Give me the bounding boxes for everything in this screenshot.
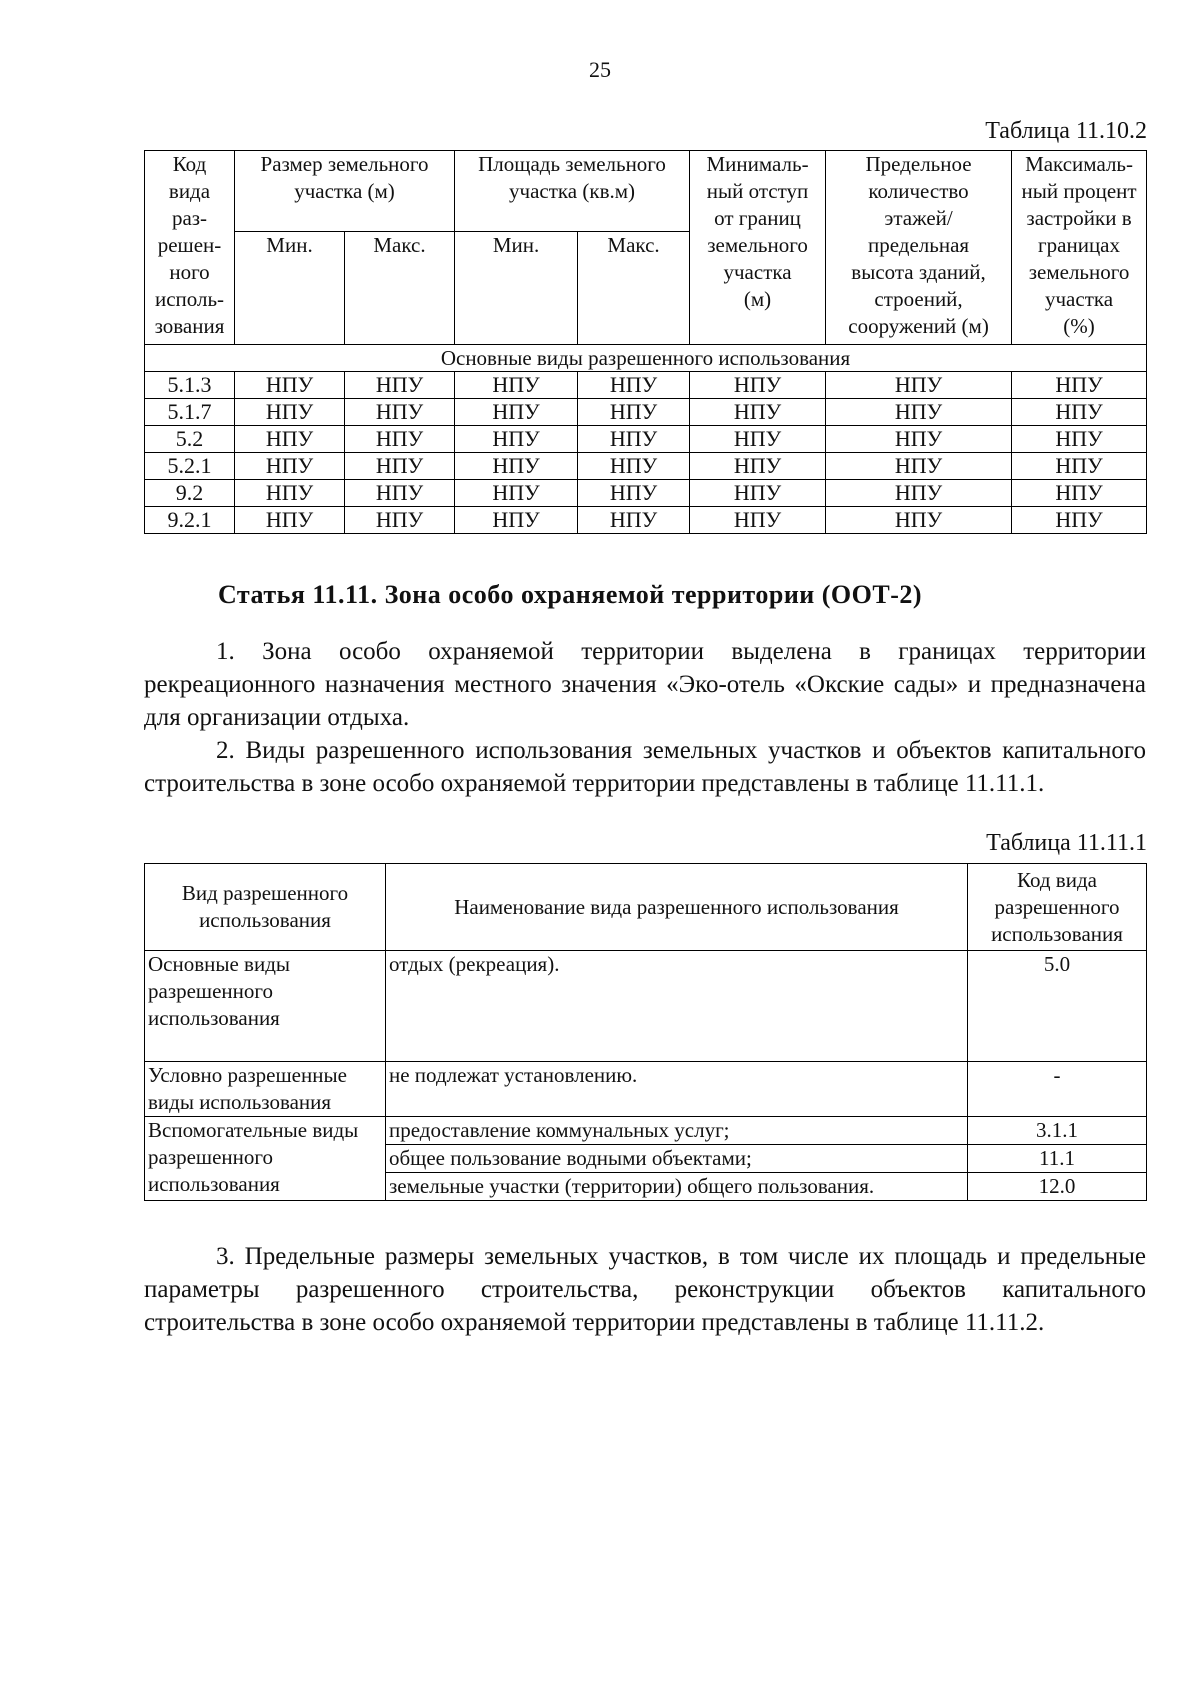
header-use-code: Код вида разрешенного использования bbox=[968, 864, 1147, 951]
page-number: 25 bbox=[589, 57, 611, 82]
row-auxiliary-code: 3.1.1 bbox=[968, 1117, 1147, 1145]
row-auxiliary-label: Вспомогательные виды разрешенного использования bbox=[145, 1117, 386, 1201]
header-coverage: Максималь- ный процент застройки в границах земельного участка (%) bbox=[1012, 151, 1147, 345]
table-row: 9.2.1 НПУ НПУ НПУ НПУ НПУ НПУ НПУ bbox=[145, 507, 1147, 534]
section-main-uses: Основные виды разрешенного использования bbox=[145, 345, 1147, 372]
table-11-11-1 bbox=[144, 863, 1147, 1201]
header-size-min: Мин. bbox=[235, 232, 345, 345]
table-row: 9.2 НПУ НПУ НПУ НПУ НПУ НПУ НПУ bbox=[145, 480, 1147, 507]
header-size: Размер земельного участка (м) bbox=[235, 151, 455, 232]
table-row bbox=[145, 951, 1147, 1062]
row-conditional-label: Условно разрешенные виды использования bbox=[145, 1062, 386, 1117]
row-auxiliary-code: 11.1 bbox=[968, 1145, 1147, 1173]
header-floors: Предельное количество этажей/ предельная высота зданий, строений, сооружений (м) bbox=[826, 151, 1012, 345]
table-caption-11-10-2: Таблица 11.10.2 bbox=[985, 118, 1147, 144]
paragraph-3: 3. Предельные размеры земельных участков, в том числе их площадь и предельные параметры разрешенного строительства, реконструкции объектов капитального строительства в зоне особо охраняемой территории представлены в таблице 11.11.2. bbox=[144, 1243, 1146, 1336]
header-area-min: Мин. bbox=[455, 232, 578, 345]
row-main-label: Основные виды разрешенного использования bbox=[145, 951, 386, 1062]
row-conditional-name: не подлежат установлению. bbox=[386, 1062, 968, 1117]
table-row bbox=[145, 1062, 1147, 1117]
table-row: 5.1.7 НПУ НПУ НПУ НПУ НПУ НПУ НПУ bbox=[145, 399, 1147, 426]
paragraph-1: 1. Зона особо охраняемой территории выделена в границах территории рекреационного назначения местного значения «Эко-отель «Окские сады» и предназначена для организации отдыха. bbox=[144, 638, 1146, 731]
header-area-max: Макс. bbox=[578, 232, 690, 345]
table-row: 5.2.1 НПУ НПУ НПУ НПУ НПУ НПУ НПУ bbox=[145, 453, 1147, 480]
row-auxiliary-code: 12.0 bbox=[968, 1173, 1147, 1201]
header-size-max: Макс. bbox=[345, 232, 455, 345]
row-conditional-code: - bbox=[968, 1062, 1147, 1117]
header-use-name: Наименование вида разрешенного использования bbox=[386, 864, 968, 951]
table-row: 5.1.3 НПУ НПУ НПУ НПУ НПУ НПУ НПУ bbox=[145, 372, 1147, 399]
header-code: Код вида раз- решен- ного исполь- зования bbox=[145, 151, 235, 345]
header-use-type: Вид разрешенного использования bbox=[145, 864, 386, 951]
header-indent: Минималь- ный отступ от границ земельного участка (м) bbox=[690, 151, 826, 345]
paragraph-2: 2. Виды разрешенного использования земельных участков и объектов капитального строительства в зоне особо охраняемой территории представлены в таблице 11.11.1. bbox=[144, 737, 1146, 797]
table-caption-11-11-1: Таблица 11.11.1 bbox=[986, 830, 1147, 856]
row-auxiliary-name: общее пользование водными объектами; bbox=[386, 1145, 968, 1173]
header-area: Площадь земельного участка (кв.м) bbox=[455, 151, 690, 232]
row-main-code: 5.0 bbox=[968, 951, 1147, 1062]
table-11-10-2 bbox=[144, 150, 1147, 534]
row-auxiliary-name: земельные участки (территории) общего пользования. bbox=[386, 1173, 968, 1201]
row-main-name: отдых (рекреация). bbox=[386, 951, 968, 1062]
table-row bbox=[145, 1117, 1147, 1145]
table-row: 5.2 НПУ НПУ НПУ НПУ НПУ НПУ НПУ bbox=[145, 426, 1147, 453]
row-auxiliary-name: предоставление коммунальных услуг; bbox=[386, 1117, 968, 1145]
article-title: Статья 11.11. Зона особо охраняемой территории (ООТ-2) bbox=[218, 580, 923, 609]
